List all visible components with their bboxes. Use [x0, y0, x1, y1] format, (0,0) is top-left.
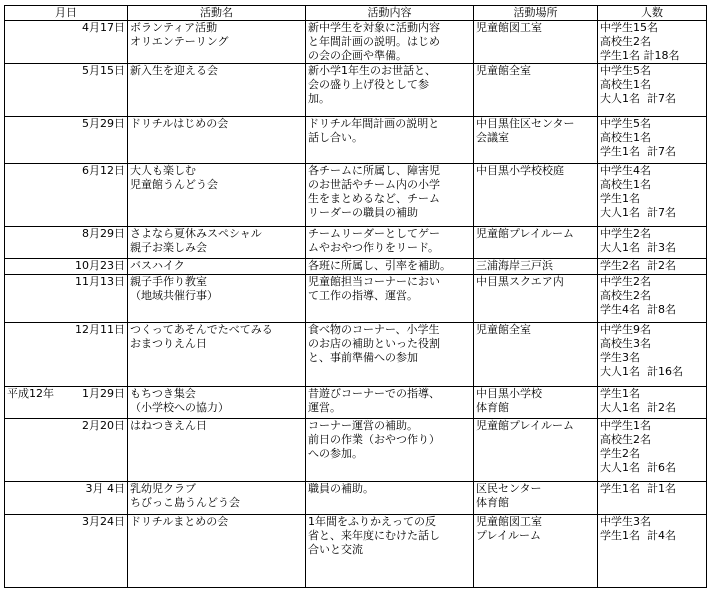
- date-label: 11月13日: [75, 275, 125, 288]
- table-row: [5, 275, 707, 323]
- activity-place-cell: 児童館プレイルーム: [474, 419, 598, 482]
- activity-name-cell: 親子手作り教室 （地域共催行事）: [128, 275, 306, 323]
- activity-name-cell: 大人も楽しむ 児童館うんどう会: [128, 164, 306, 227]
- activity-table: [4, 5, 707, 588]
- activity-place-cell: 児童館プレイルーム: [474, 227, 598, 259]
- activity-place-cell: 児童館全室: [474, 323, 598, 387]
- date-label: 10月23日: [75, 259, 125, 272]
- table-row: [5, 117, 707, 164]
- participants-cell: 学生2名 計2名: [598, 259, 707, 275]
- date-cell: [5, 117, 128, 164]
- activity-name-cell: ドリチルはじめの会: [128, 117, 306, 164]
- header-activity-place: 活動場所: [474, 6, 598, 21]
- date-cell: [5, 64, 128, 117]
- date-label: 6月12日: [82, 164, 125, 177]
- activity-content-cell: 新中学生を対象に活動内容 と年間計画の説明。はじめ の会の企画や準備。: [306, 21, 474, 64]
- activity-content-cell: コーナー運営の補助。 前日の作業（おやつ作り） への参加。: [306, 419, 474, 482]
- activity-name-cell: 乳幼児クラブ ちびっこ島うんどう会: [128, 482, 306, 515]
- header-participants: 人数: [598, 6, 707, 21]
- table-row: [5, 482, 707, 515]
- activity-place-cell: 児童館図工室: [474, 21, 598, 64]
- activity-name-cell: はねつきえん日: [128, 419, 306, 482]
- table-row: [5, 64, 707, 117]
- activity-content-cell: 児童館担当コーナーにおい て工作の指導、運営。: [306, 275, 474, 323]
- date-label: 3月24日: [82, 515, 125, 528]
- date-label: 8月29日: [82, 227, 125, 240]
- participants-cell: 中学生2名 大人1名 計3名: [598, 227, 707, 259]
- date-cell: [5, 515, 128, 588]
- date-cell: [5, 482, 128, 515]
- date-cell: [5, 259, 128, 275]
- date-label: 4月17日: [82, 21, 125, 34]
- activity-place-cell: 児童館図工室 プレイルーム: [474, 515, 598, 588]
- activity-name-cell: ボランティア活動 オリエンテーリング: [128, 21, 306, 64]
- activity-place-cell: 中目黒小学校 体育館: [474, 387, 598, 419]
- participants-cell: 中学生3名 学生1名 計4名: [598, 515, 707, 588]
- header-date: 月日: [5, 6, 128, 21]
- participants-cell: 中学生15名 高校生2名 学生1名 計18名: [598, 21, 707, 64]
- activity-content-cell: 各チームに所属し、障害児 のお世話やチーム内の小学 生をまとめるなど、チーム リーダーの職員の補助: [306, 164, 474, 227]
- participants-cell: 中学生4名 高校生1名 学生1名 大人1名 計7名: [598, 164, 707, 227]
- date-cell: [5, 227, 128, 259]
- era-label: 平成12年: [7, 387, 54, 400]
- participants-cell: 学生1名 計1名: [598, 482, 707, 515]
- date-cell: [5, 275, 128, 323]
- table-row: [5, 419, 707, 482]
- activity-place-cell: 区民センター 体育館: [474, 482, 598, 515]
- activity-content-cell: 各班に所属し、引率を補助。: [306, 259, 474, 275]
- activity-name-cell: バスハイク: [128, 259, 306, 275]
- date-label: 3月 4日: [85, 482, 125, 495]
- date-label: 12月11日: [75, 323, 125, 336]
- activity-content-cell: チームリーダーとしてゲー ムやおやつ作りをリード。: [306, 227, 474, 259]
- header-activity-name: 活動名: [128, 6, 306, 21]
- participants-cell: 中学生9名 高校生3名 学生3名 大人1名 計16名: [598, 323, 707, 387]
- activity-name-cell: ドリチルまとめの会: [128, 515, 306, 588]
- table-row: [5, 387, 707, 419]
- activity-name-cell: もちつき集会 （小学校への協力）: [128, 387, 306, 419]
- header-row: [5, 6, 707, 21]
- participants-cell: 中学生5名 高校生1名 大人1名 計7名: [598, 64, 707, 117]
- activity-place-cell: 中目黒小学校校庭: [474, 164, 598, 227]
- activity-place-cell: 中目黒住区センター 会議室: [474, 117, 598, 164]
- table-row: [5, 164, 707, 227]
- activity-name-cell: 新入生を迎える会: [128, 64, 306, 117]
- activity-name-cell: さよなら夏休みスペシャル 親子お楽しみ会: [128, 227, 306, 259]
- table-row: [5, 227, 707, 259]
- date-label: 2月20日: [82, 419, 125, 432]
- table-row: [5, 515, 707, 588]
- date-cell: [5, 164, 128, 227]
- table-row: [5, 21, 707, 64]
- date-cell: [5, 323, 128, 387]
- activity-content-cell: 職員の補助。: [306, 482, 474, 515]
- date-cell: [5, 387, 128, 419]
- participants-cell: 中学生1名 高校生2名 学生2名 大人1名 計6名: [598, 419, 707, 482]
- activity-content-cell: 新小学1年生のお世話と、 会の盛り上げ役として参 加。: [306, 64, 474, 117]
- participants-cell: 中学生5名 高校生1名 学生1名 計7名: [598, 117, 707, 164]
- date-label: 5月29日: [82, 117, 125, 130]
- activity-place-cell: 児童館全室: [474, 64, 598, 117]
- activity-content-cell: 1年間をふりかえっての反 省と、来年度にむけた話し 合いと交流: [306, 515, 474, 588]
- table-row: [5, 323, 707, 387]
- date-label: 5月15日: [82, 64, 125, 77]
- table-row: [5, 259, 707, 275]
- participants-cell: 学生1名 大人1名 計2名: [598, 387, 707, 419]
- date-cell: [5, 21, 128, 64]
- activity-name-cell: つくってあそんでたべてみる おまつりえん日: [128, 323, 306, 387]
- activity-place-cell: 中目黒スクエア内: [474, 275, 598, 323]
- activity-content-cell: ドリチル年間計画の説明と 話し合い。: [306, 117, 474, 164]
- header-activity-content: 活動内容: [306, 6, 474, 21]
- activity-place-cell: 三浦海岸三戸浜: [474, 259, 598, 275]
- activity-content-cell: 昔遊びコーナーでの指導、 運営。: [306, 387, 474, 419]
- participants-cell: 中学生2名 高校生2名 学生4名 計8名: [598, 275, 707, 323]
- activity-content-cell: 食べ物のコーナー、小学生 のお店の補助といった役割 と、事前準備への参加: [306, 323, 474, 387]
- date-label: 1月29日: [82, 387, 125, 400]
- date-cell: [5, 419, 128, 482]
